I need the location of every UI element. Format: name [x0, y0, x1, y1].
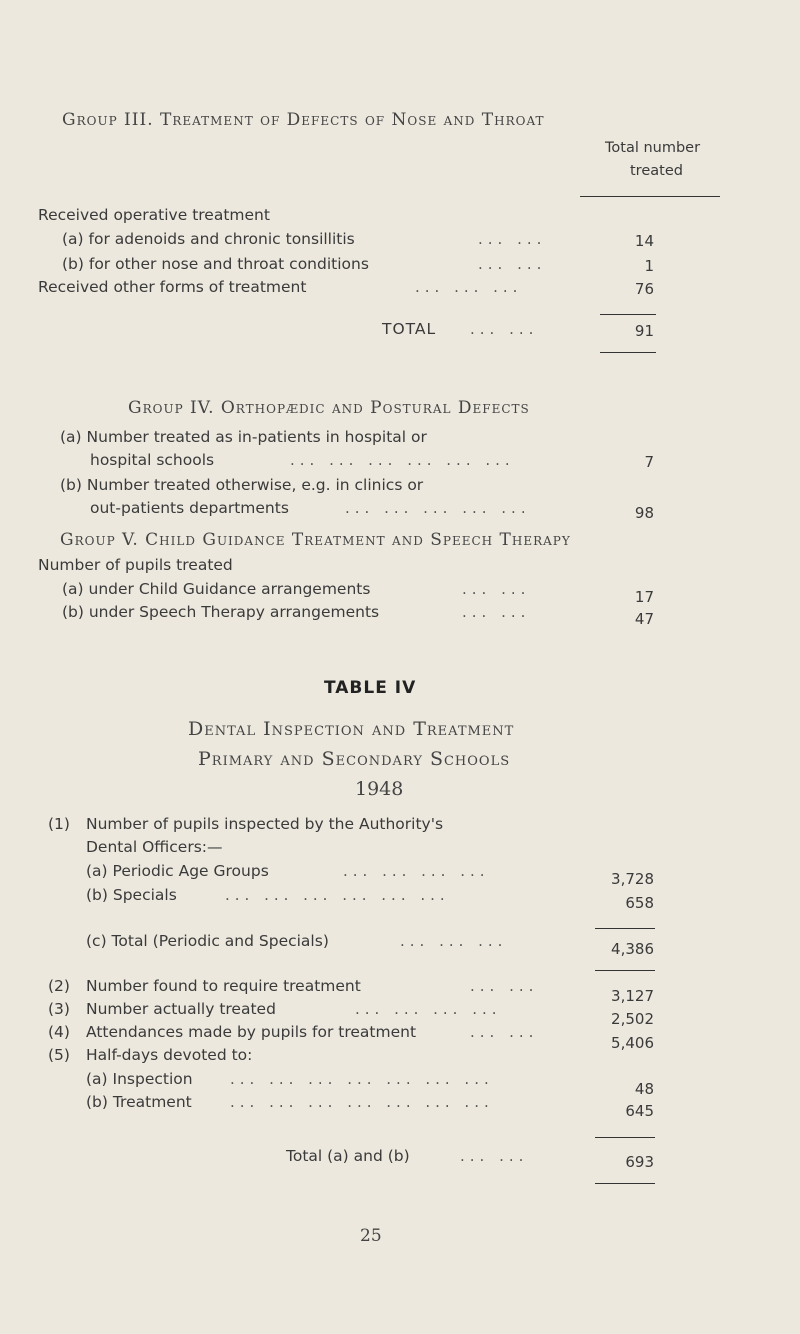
table4-title2: Primary and Secondary Schools — [198, 748, 511, 770]
row-label: (c) Total (Periodic and Specials) — [86, 932, 329, 950]
row-label: Attendances made by pupils for treatment — [86, 1023, 417, 1041]
group4-b-value: 98 — [634, 504, 654, 522]
group5-title: Group V. Child Guidance Treatment and Speech Therapy — [60, 530, 571, 550]
leader-dots: ... ... — [470, 1023, 539, 1041]
row-value: 4,386 — [611, 940, 654, 958]
row-number: (3) — [48, 1000, 70, 1018]
subtotal-rule — [595, 928, 655, 929]
leader-dots: ... ... — [462, 580, 531, 598]
leader-dots: ... ... ... ... ... ... ... — [230, 1093, 494, 1111]
page-number: 25 — [360, 1226, 382, 1246]
leader-dots: ... ... — [470, 320, 539, 338]
total-rule-top — [600, 314, 656, 315]
row-number: (5) — [48, 1046, 70, 1064]
total-rule-bottom — [600, 352, 656, 353]
group4-title: Group IV. Orthopædic and Postural Defects — [128, 398, 530, 418]
group4-a-value: 7 — [644, 453, 654, 471]
leader-dots: ... ... ... — [415, 278, 523, 296]
row-label: (b) Specials — [86, 886, 177, 904]
col-header-rule — [580, 196, 720, 197]
row-value: 14 — [634, 232, 654, 250]
leader-dots: ... ... ... ... ... ... — [225, 886, 450, 904]
leader-dots: ... ... — [470, 977, 539, 995]
leader-dots: ... ... — [462, 603, 531, 621]
total-value: 91 — [634, 322, 654, 340]
leader-dots: ... ... — [478, 255, 547, 273]
col-header-line1: Total number — [605, 140, 701, 156]
row-label: (b) for other nose and throat conditions — [62, 255, 369, 273]
leader-dots: ... ... ... ... ... ... ... — [230, 1070, 494, 1088]
row-label: (b) Treatment — [86, 1093, 192, 1111]
row-label: (a) Inspection — [86, 1070, 193, 1088]
row-number: (4) — [48, 1023, 70, 1041]
group5-b-label: (b) under Speech Therapy arrangements — [62, 603, 380, 621]
row-label: Dental Officers:— — [86, 838, 223, 856]
col-header-line2: treated — [630, 163, 683, 179]
row-value: 48 — [634, 1080, 654, 1098]
group5-a-label: (a) under Child Guidance arrangements — [62, 580, 371, 598]
row-value: 645 — [625, 1102, 654, 1120]
total-label: Total (a) and (b) — [286, 1147, 410, 1165]
row-label: Number actually treated — [86, 1000, 276, 1018]
total-rule-top — [595, 1137, 655, 1138]
row-value: 76 — [634, 280, 654, 298]
row-value: 5,406 — [611, 1034, 654, 1052]
group4-b-line2: out-patients departments — [90, 499, 289, 517]
row-label: Half-days devoted to: — [86, 1046, 253, 1064]
row-value: 3,127 — [611, 987, 654, 1005]
row-label: Received other forms of treatment — [38, 278, 307, 296]
table4-year: 1948 — [355, 778, 404, 800]
group5-b-value: 47 — [634, 610, 654, 628]
row-value: 1 — [644, 257, 654, 275]
leader-dots: ... ... ... ... ... — [345, 499, 531, 517]
leader-dots: ... ... ... ... — [343, 862, 490, 880]
leader-dots: ... ... ... — [400, 932, 508, 950]
row-label: (a) Periodic Age Groups — [86, 862, 269, 880]
total-rule-bottom — [595, 1183, 655, 1184]
leader-dots: ... ... ... ... ... ... — [290, 451, 515, 469]
subtotal-rule-bottom — [595, 970, 655, 971]
row-value: 658 — [625, 894, 654, 912]
total-value: 693 — [625, 1153, 654, 1171]
leader-dots: ... ... — [460, 1147, 529, 1165]
row-label: Received operative treatment — [38, 206, 270, 224]
row-value: 2,502 — [611, 1010, 654, 1028]
table4-heading: TABLE IV — [324, 678, 417, 698]
group4-b-line1: (b) Number treated otherwise, e.g. in clinics or — [60, 476, 424, 494]
leader-dots: ... ... ... ... — [355, 1000, 502, 1018]
table4-title1: Dental Inspection and Treatment — [188, 718, 515, 740]
group4-a-line2: hospital schools — [90, 451, 215, 469]
total-label: TOTAL — [382, 320, 437, 338]
row-label: (a) for adenoids and chronic tonsillitis — [62, 230, 355, 248]
group3-title: Group III. Treatment of Defects of Nose and Throat — [62, 110, 545, 130]
leader-dots: ... ... — [478, 230, 547, 248]
row-value: 3,728 — [611, 870, 654, 888]
group5-subtitle: Number of pupils treated — [38, 556, 233, 574]
row-label: Number of pupils inspected by the Authority's — [86, 815, 444, 833]
group5-a-value: 17 — [634, 588, 654, 606]
row-number: (2) — [48, 977, 70, 995]
row-label: Number found to require treatment — [86, 977, 361, 995]
row-number: (1) — [48, 815, 70, 833]
group4-a-line1: (a) Number treated as in-patients in hospital or — [60, 428, 427, 446]
